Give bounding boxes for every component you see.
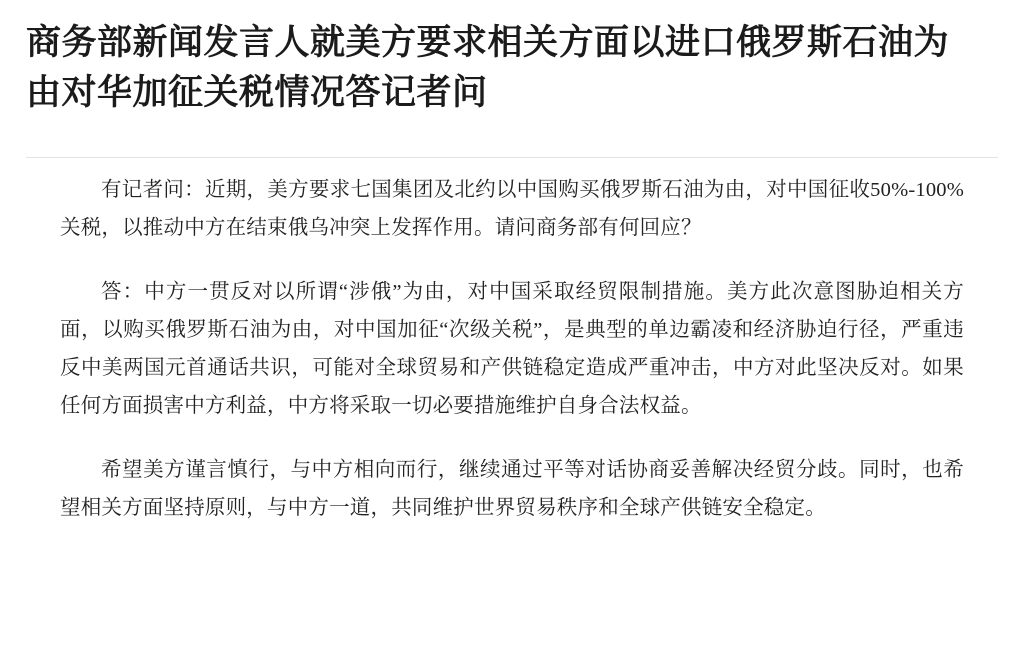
article-paragraph: 希望美方谨言慎行，与中方相向而行，继续通过平等对话协商妥善解决经贸分歧。同时，也希望相关方面坚持原则，与中方一道，共同维护世界贸易秩序和全球产供链安全稳定。 (60, 458, 964, 519)
article-paragraph: 答：中方一贯反对以所谓“涉俄”为由，对中国采取经贸限制措施。美方此次意图胁迫相关方面，以购买俄罗斯石油为由，对中国加征“次级关税”，是典型的单边霸凌和经济胁迫行径，严重违反中美两国元首通话共识，可能对全球贸易和产供链稳定造成严重冲击，中方对此坚决反对。如果任何方面损害中方利益，中方将采取一切必要措施维护自身合法权益。 (60, 281, 964, 417)
page-title: 商务部新闻发言人就美方要求相关方面以进口俄罗斯石油为由对华加征关税情况答记者问 (26, 23, 950, 112)
article-body (24, 158, 1000, 527)
article-paragraph: 有记者问：近期，美方要求七国集团及北约以中国购买俄罗斯石油为由，对中国征收50%-100%关税，以推动中方在结束俄乌冲突上发挥作用。请问商务部有何回应？ (60, 179, 964, 240)
